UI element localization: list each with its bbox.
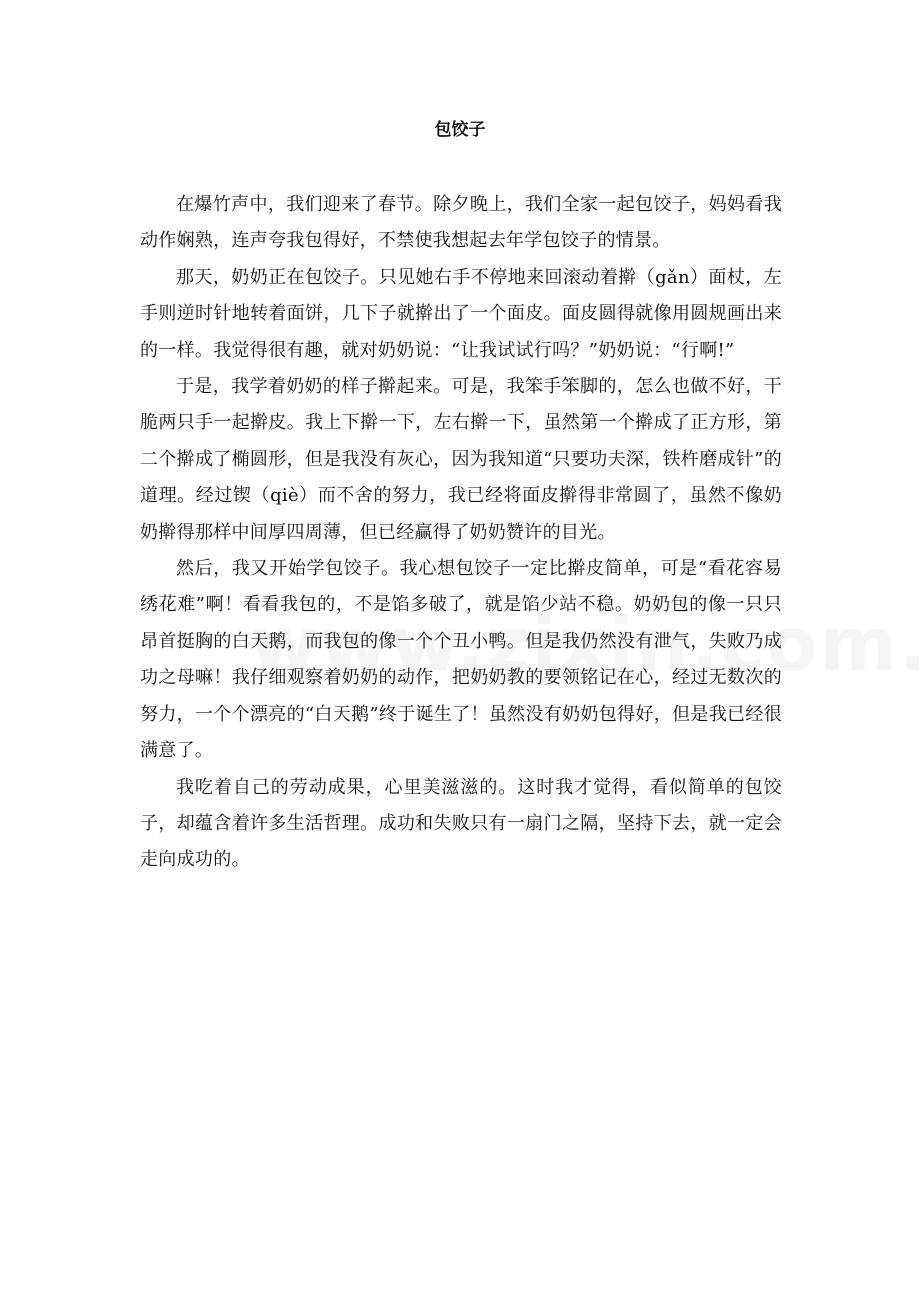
paragraph-4: 然后，我又开始学包饺子。我心想包饺子一定比擀皮简单，可是“看花容易绣花难”啊！看看我包的，不是馅多破了，就是馅少站不稳。奶奶包的像一只只昂首挺胸的白天鹅，而我包的像一个个丑小鸭。但是我仍然没有泄气，失败乃成功之母嘛！我仔细观察着奶奶的动作，把奶奶教的要领铭记在心，经过无数次的努力，一个个漂亮的“白天鹅”终于诞生了！虽然没有奶奶包得好，但是我已经很满意了。	[140, 558, 782, 762]
paragraph-3: 于是，我学着奶奶的样子擀起来。可是，我笨手笨脚的，怎么也做不好，干脆两只手一起擀皮。我上下擀一下，左右擀一下，虽然第一个擀成了正方形，第二个擀成了椭圆形，但是我没有灰心，因为我知道“只要功夫深，铁杵磨成针”的道理。经过锲（qiè）而不舍的努力，我已经将面皮擀得非常圆了，虽然不像奶奶擀得那样中间厚四周薄，但已经赢得了奶奶赞许的目光。	[140, 376, 782, 543]
paragraph-1: 在爆竹声中，我们迎来了春节。除夕晚上，我们全家一起包饺子，妈妈看我动作娴熟，连声夸我包得好，不禁使我想起去年学包饺子的情景。	[140, 194, 782, 252]
paragraph-2: 那天，奶奶正在包饺子。只见她右手不停地来回滚动着擀（gǎn）面杖，左手则逆时针地转着面饼，几下子就擀出了一个面皮。面皮圆得就像用圆规画出来的一样。我觉得很有趣，就对奶奶说：“让我试试行吗？”奶奶说：“行啊!”	[140, 266, 782, 361]
document-body	[140, 187, 782, 879]
document-title: 包饺子	[434, 120, 486, 140]
paragraph-5: 我吃着自己的劳动成果，心里美滋滋的。这时我才觉得，看似简单的包饺子，却蕴含着许多生活哲理。成功和失败只有一扇门之隔，坚持下去，就一定会走向成功的。	[140, 776, 782, 871]
